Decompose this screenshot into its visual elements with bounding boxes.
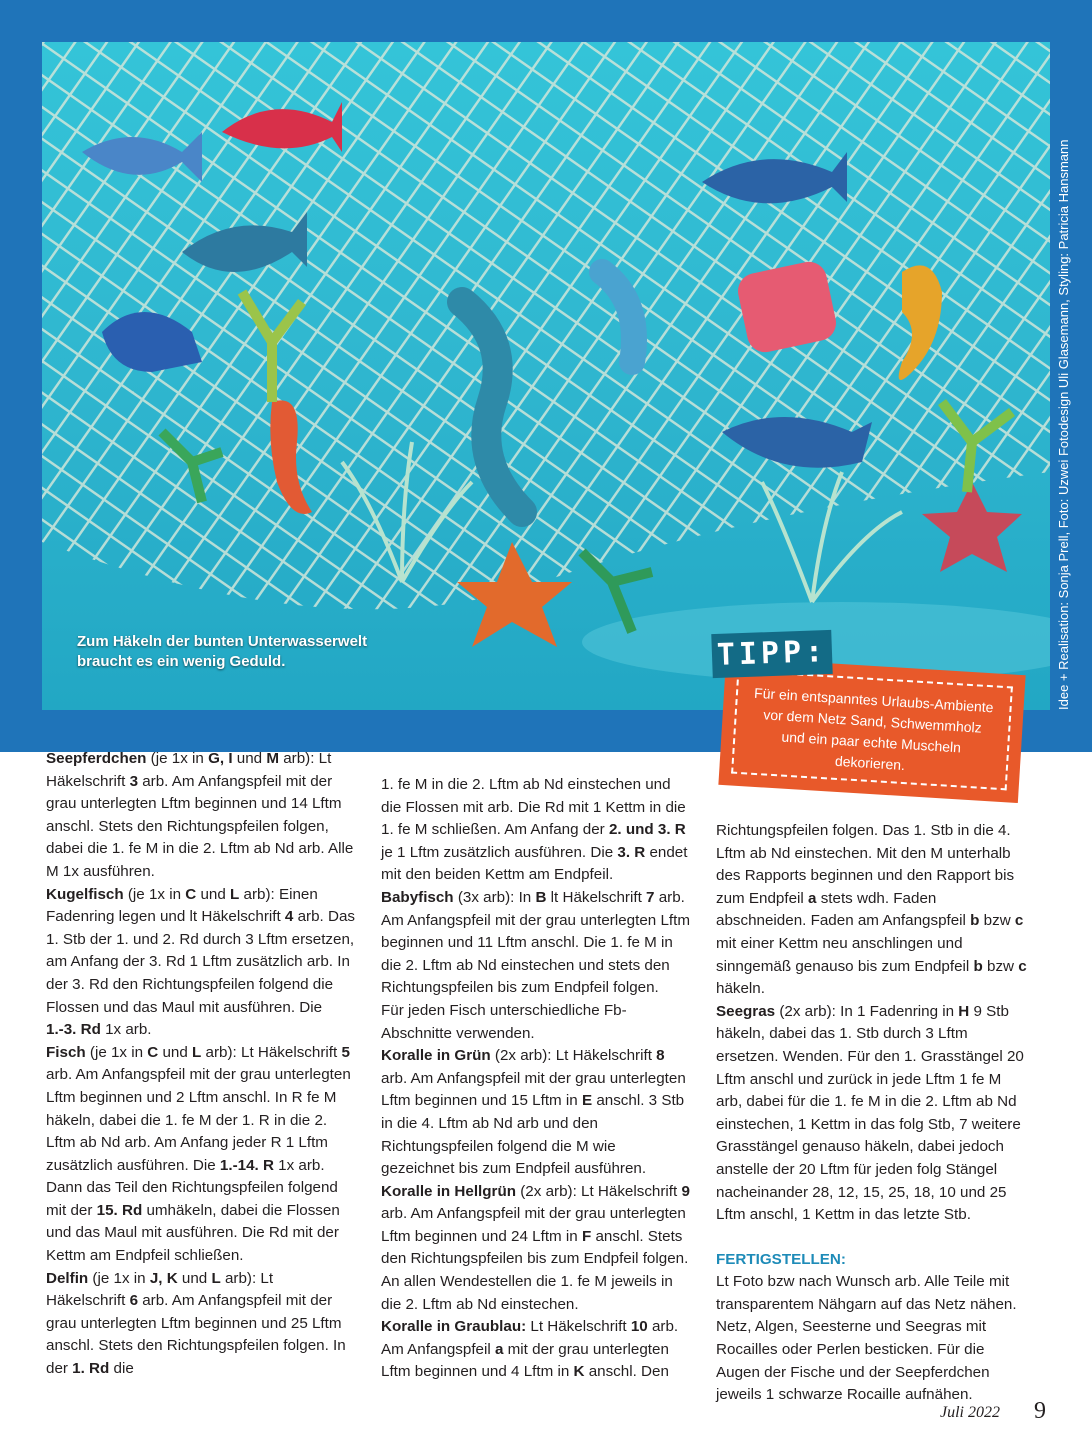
text-run: bzw bbox=[979, 912, 1015, 930]
term: 4 bbox=[284, 908, 294, 926]
text-run: (je 1x in bbox=[88, 1269, 150, 1287]
term: L bbox=[230, 885, 240, 903]
text-run: (je 1x in bbox=[123, 885, 186, 903]
paragraph-seepferdchen bbox=[46, 748, 356, 884]
text-column-1 bbox=[46, 748, 356, 1381]
term: C bbox=[185, 885, 197, 903]
text-run: lt Häkelschrift bbox=[546, 888, 647, 906]
term: 15. Rd bbox=[96, 1201, 143, 1219]
text-run: 9 Stb häkeln, dabei das 1. Stb durch 3 Lftm ersetzen. Wenden. Für den 1. Grasstängel 20 Lftm anschl und zurück in jede Lftm 1 fe M arb, dabei für die 1. fe M in die 2. Lftm ab Nd einstechen, 1 Kettm in das folg Stb, 7 weitere Grasstängel genauso häkeln, dabei jedoch anstelle der 20 Lftm für jeden folg Stängel nacheinander 28, 12, 15, 25, 18, 10 und 25 Lftm anschl, 1 Kettm in das letzte Stb. bbox=[716, 1002, 1024, 1224]
term: Delfin bbox=[46, 1269, 89, 1287]
tipp-box bbox=[718, 657, 1025, 803]
paragraph-koralle-graublau-cont bbox=[716, 820, 1028, 1001]
paragraph-babyfisch bbox=[381, 887, 691, 1000]
paragraph-koralle-gruen bbox=[381, 1045, 691, 1181]
text-run: arb. Am Anfangspfeil mit der grau unterlegten Lftm beginnen und 15 Lftm in bbox=[381, 1069, 686, 1110]
term: G, I bbox=[208, 750, 233, 767]
text-run: häkeln. bbox=[716, 980, 765, 998]
text-run: 1x arb. Dann das Teil den Richtungspfeilen folgend mit der bbox=[46, 1156, 338, 1219]
text-run: arb. Am Anfangspfeil mit der grau unterlegten Lftm beginnen und 25 Lftm anschl. Stets den Richtungspfeilen folgen. In der bbox=[46, 1292, 346, 1378]
term: 1.-3. Rd bbox=[46, 1021, 101, 1039]
paragraph-farb-hinweis: Für jeden Fisch unterschiedliche Fb-Abschnitte verwenden. bbox=[381, 1001, 627, 1042]
text-run: Lt Häkelschrift bbox=[46, 750, 332, 790]
term: K bbox=[573, 1363, 585, 1381]
term: 1.-14. R bbox=[219, 1156, 274, 1174]
caption-line-2: braucht es ein wenig Geduld. bbox=[77, 653, 286, 670]
term: M bbox=[266, 750, 279, 767]
term: Koralle in Hellgrün bbox=[381, 1182, 517, 1200]
term: 2. und 3. R bbox=[608, 821, 686, 839]
paragraph-seegras bbox=[716, 1001, 1028, 1227]
paragraph-delfin bbox=[46, 1268, 356, 1381]
term: Kugelfisch bbox=[46, 885, 124, 903]
text-run: Einen Fadenring legen und lt Häkelschrift bbox=[46, 885, 318, 926]
term: 6 bbox=[129, 1292, 139, 1310]
term: 5 bbox=[341, 1043, 350, 1061]
page-number: 9 bbox=[1034, 1398, 1046, 1424]
text-run: 1x arb. bbox=[100, 1021, 152, 1039]
paragraph-fisch bbox=[46, 1042, 356, 1268]
text-run: stets wdh. Faden abschneiden. Faden am Anfangspfeil bbox=[716, 889, 971, 930]
paragraph-fertigstellen: Lt Foto bzw nach Wunsch arb. Alle Teile mit transparentem Nähgarn auf das Netz nähen. Netz, Algen, Seesterne und Seegras mit Rocailles oder Perlen besticken. Für die Augen der Fische und der Seepferdchen jeweils 1 schwarze Rocaille aufnähen. bbox=[716, 1273, 1017, 1404]
term: b bbox=[973, 957, 983, 975]
term: F bbox=[581, 1227, 592, 1245]
text-run: und bbox=[232, 750, 267, 767]
text-run: (2x arb): In 1 Fadenring in bbox=[775, 1002, 959, 1020]
term: a bbox=[494, 1340, 504, 1358]
caption-line-1: Zum Häkeln der bunten Unterwasserwelt bbox=[77, 633, 368, 650]
term: E bbox=[581, 1092, 593, 1110]
term: Koralle in Grün bbox=[381, 1047, 491, 1065]
text-run: mit einer Kettm neu anschlingen und sinngemäß genauso bis zum Endpfeil bbox=[716, 934, 974, 975]
term: a bbox=[808, 889, 817, 907]
footer-date: Juli 2022 bbox=[940, 1404, 1000, 1421]
photo-credit: Idee + Realisation: Sonja Prell, Foto: Uzwei Fotodesign Uli Glasemann, Styling: Patricia Hansmann bbox=[1056, 139, 1071, 710]
text-run: und bbox=[196, 885, 231, 903]
term: 10 bbox=[630, 1318, 648, 1336]
term: 3 bbox=[129, 772, 139, 790]
term: L bbox=[211, 1269, 221, 1287]
term: Seegras bbox=[716, 1002, 776, 1020]
text-run: arb. Am Anfangspfeil mit der grau unterlegten Lftm beginnen und 2 Lftm anschl. In R fe M häkeln, dabei die 1. fe M der 1. R in die 2. Lftm ab Nd arb. Am Anfang jeder R 1 Lftm zusätzlich ausführen. Die bbox=[46, 1066, 351, 1174]
text-run: und bbox=[177, 1269, 212, 1287]
text-run: und bbox=[158, 1043, 193, 1061]
text-run: (je 1x in bbox=[85, 1043, 148, 1061]
text-run: endet mit den beiden Kettm am Endpfeil. bbox=[381, 843, 688, 884]
text-run: (je 1x in bbox=[146, 750, 209, 767]
term: 7 bbox=[646, 888, 655, 906]
term: 1. Rd bbox=[72, 1360, 110, 1378]
text-run: arb. Das 1. Stb der 1. und 2. Rd durch 3 Lftm ersetzen, am Anfang der 3. Rd 1 Lftm zusätzlich arb. In der 3. Rd den Richtungspfeilen folgend die Flossen und das Maul mit ausführen. Die bbox=[46, 908, 355, 1016]
term: Koralle in Graublau: bbox=[381, 1318, 527, 1336]
term: B bbox=[535, 888, 547, 906]
term: H bbox=[958, 1002, 970, 1020]
term: C bbox=[147, 1043, 159, 1061]
text-run: bzw bbox=[982, 957, 1019, 975]
term: c bbox=[1014, 912, 1024, 930]
text-run: arb): bbox=[220, 1269, 261, 1287]
text-run: je 1 Lftm zusätzlich ausführen. Die bbox=[381, 843, 618, 861]
text-run: die bbox=[109, 1360, 134, 1378]
term: 3. R bbox=[617, 843, 646, 861]
term: L bbox=[192, 1043, 202, 1061]
text-run: arb): bbox=[201, 1043, 241, 1061]
text-run: (2x arb): Lt Häkelschrift bbox=[490, 1047, 657, 1065]
term: c bbox=[1018, 957, 1027, 975]
text-run: (3x arb): In bbox=[453, 888, 536, 906]
paragraph-koralle-hellgruen bbox=[381, 1181, 691, 1317]
text-run: anschl. 3 Stb in die 4. Lftm ab Nd arb und den Richtungspfeilen folgend die M wie gezeichnet bis zum Endpfeil ausführen. bbox=[381, 1092, 685, 1178]
text-run: mit der grau unterlegten Lftm beginnen und 4 Lftm in bbox=[381, 1340, 669, 1381]
text-run: arb): bbox=[239, 885, 279, 903]
term: b bbox=[970, 912, 980, 930]
text-run: anschl. Den bbox=[584, 1363, 669, 1381]
tipp-label: TIPP: bbox=[711, 630, 832, 678]
text-run: arb): bbox=[279, 750, 319, 767]
text-run: arb. Am Anfangspfeil mit der grau unterlegten Lftm beginnen und 24 Lftm in bbox=[381, 1205, 686, 1245]
term: Fisch bbox=[46, 1043, 86, 1061]
text-run: Richtungspfeilen folgen. Das 1. Stb in die 4. Lftm ab Nd einstechen. Mit den M unterhalb des Rapports beginnen und den Rapport bis zum Endpfeil bbox=[716, 822, 1015, 907]
text-run: arb. Am Anfangspfeil mit der grau unterlegten Lftm beginnen und 14 Lftm anschl. Stets den Richtungspfeilen folgen, dabei die 1. fe M in die 2. Lftm ab Nd arb. Alle M 1x ausführen. bbox=[46, 772, 354, 880]
text-run: arb. Am Anfangspfeil bbox=[381, 1318, 679, 1358]
text-run: 1. fe M in die 2. Lftm ab Nd einstechen und die Flossen mit arb. Die Rd mit 1 Kettm in die 1. fe M schließen. Am Anfang der bbox=[381, 776, 686, 839]
text-column-2 bbox=[381, 774, 691, 1384]
term: Seepferdchen bbox=[46, 750, 147, 767]
heading-fertigstellen: FERTIGSTELLEN: bbox=[716, 1250, 846, 1268]
text-run: umhäkeln, dabei die Flossen und das Maul mit ausführen. Die Rd mit der Kettm am Endpfeil schließen. bbox=[46, 1201, 340, 1265]
term: Babyfisch bbox=[381, 888, 454, 906]
text-run: Lt Häkelschrift bbox=[241, 1043, 342, 1061]
text-run: Lt Häkelschrift bbox=[526, 1318, 631, 1336]
text-run: arb. Am Anfangspfeil mit der grau unterlegten Lftm beginnen und 11 Lftm anschl. Die 1. fe M in die 2. Lftm ab Nd einstechen und stets den Richtungspfeilen bis zum Endpfeil folgen. bbox=[381, 888, 690, 997]
text-column-3 bbox=[716, 820, 1028, 1407]
paragraph-koralle-graublau bbox=[381, 1316, 691, 1384]
text-run: anschl. Stets den Richtungspfeilen bis zum Endpfeil folgen. An allen Wendestellen die 1. fe M jeweils in die 2. Lftm ab Nd einstechen. bbox=[381, 1227, 689, 1313]
photo-underwater-crochet bbox=[42, 42, 1050, 710]
paragraph-kugelfisch bbox=[46, 884, 356, 1042]
paragraph-delfin-cont bbox=[381, 774, 691, 887]
tipp-text: Für ein entspanntes Urlaubs-Ambiente vor dem Netz Sand, Schwemmholz und ein paar echte Muscheln dekorieren. bbox=[731, 670, 1013, 791]
photo-caption bbox=[77, 632, 397, 672]
text-run: (2x arb): Lt Häkelschrift bbox=[516, 1182, 682, 1200]
term: 9 bbox=[681, 1182, 690, 1200]
term: 8 bbox=[656, 1047, 665, 1065]
term: J, K bbox=[149, 1269, 178, 1287]
text-run: Lt Häkelschrift bbox=[46, 1269, 274, 1310]
